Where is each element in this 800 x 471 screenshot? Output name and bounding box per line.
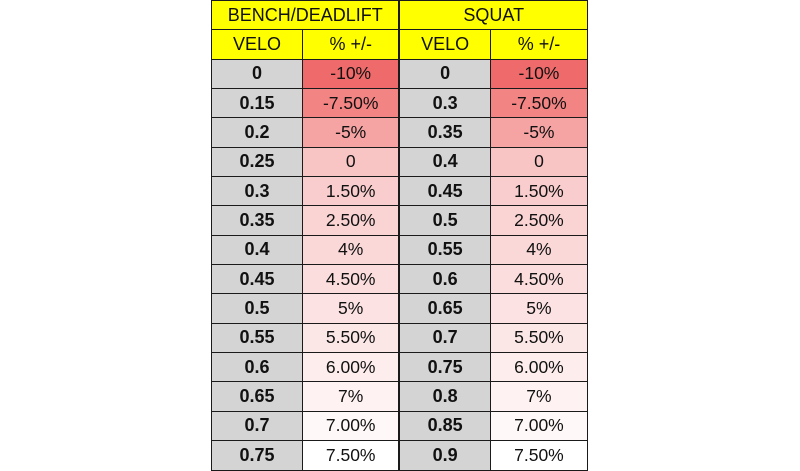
bench-velo-cell: 0 [212,59,303,88]
table-row [212,235,588,264]
squat-velo-cell: 0.85 [399,411,490,440]
squat-velo-cell: 0.45 [399,177,490,206]
bench-pct-cell: 5.50% [302,323,399,352]
group-header-squat: SQUAT [399,1,587,30]
bench-velo-cell: 0.3 [212,177,303,206]
squat-velo-cell: 0.65 [399,294,490,323]
squat-pct-cell: 4% [490,235,587,264]
bench-velo-cell: 0.25 [212,147,303,176]
squat-pct-cell: 6.00% [490,353,587,382]
column-header-squat-velo: VELO [399,30,490,59]
table-row [212,323,588,352]
squat-pct-cell: 1.50% [490,177,587,206]
column-header-row [212,30,588,59]
bench-pct-cell: 4% [302,235,399,264]
bench-pct-cell: -10% [302,59,399,88]
bench-velo-cell: 0.5 [212,294,303,323]
squat-pct-cell: 7.50% [490,441,587,470]
squat-velo-cell: 0.55 [399,235,490,264]
table-row [212,89,588,118]
squat-pct-cell: 7% [490,382,587,411]
table-row [212,265,588,294]
squat-pct-cell: 5.50% [490,323,587,352]
column-header-bench-pct: % +/- [302,30,399,59]
table-row [212,59,588,88]
squat-velo-cell: 0.75 [399,353,490,382]
squat-pct-cell: -5% [490,118,587,147]
bench-velo-cell: 0.65 [212,382,303,411]
squat-pct-cell: -7.50% [490,89,587,118]
bench-pct-cell: -7.50% [302,89,399,118]
bench-pct-cell: 4.50% [302,265,399,294]
table-row [212,441,588,470]
bench-velo-cell: 0.4 [212,235,303,264]
bench-pct-cell: 7.00% [302,411,399,440]
squat-velo-cell: 0.4 [399,147,490,176]
table-body [212,59,588,470]
bench-pct-cell: 2.50% [302,206,399,235]
table-row [212,411,588,440]
bench-pct-cell: 1.50% [302,177,399,206]
bench-pct-cell: 7% [302,382,399,411]
group-header-bench-deadlift: BENCH/DEADLIFT [212,1,400,30]
table-row [212,118,588,147]
squat-pct-cell: -10% [490,59,587,88]
bench-pct-cell: 0 [302,147,399,176]
squat-pct-cell: 4.50% [490,265,587,294]
table-row [212,382,588,411]
squat-pct-cell: 2.50% [490,206,587,235]
bench-velo-cell: 0.35 [212,206,303,235]
table-row [212,177,588,206]
table-row [212,147,588,176]
velocity-percent-table [211,0,588,471]
bench-velo-cell: 0.75 [212,441,303,470]
bench-pct-cell: 6.00% [302,353,399,382]
table-row [212,353,588,382]
bench-velo-cell: 0.7 [212,411,303,440]
bench-velo-cell: 0.15 [212,89,303,118]
bench-pct-cell: 5% [302,294,399,323]
bench-velo-cell: 0.55 [212,323,303,352]
group-header-row [212,1,588,30]
squat-velo-cell: 0.8 [399,382,490,411]
velocity-table-container [211,0,588,471]
squat-velo-cell: 0 [399,59,490,88]
bench-pct-cell: -5% [302,118,399,147]
bench-velo-cell: 0.6 [212,353,303,382]
squat-pct-cell: 0 [490,147,587,176]
column-header-squat-pct: % +/- [490,30,587,59]
bench-velo-cell: 0.2 [212,118,303,147]
squat-pct-cell: 7.00% [490,411,587,440]
column-header-bench-velo: VELO [212,30,303,59]
squat-velo-cell: 0.35 [399,118,490,147]
squat-velo-cell: 0.7 [399,323,490,352]
squat-pct-cell: 5% [490,294,587,323]
table-row [212,206,588,235]
squat-velo-cell: 0.9 [399,441,490,470]
table-row [212,294,588,323]
bench-velo-cell: 0.45 [212,265,303,294]
squat-velo-cell: 0.5 [399,206,490,235]
squat-velo-cell: 0.6 [399,265,490,294]
bench-pct-cell: 7.50% [302,441,399,470]
squat-velo-cell: 0.3 [399,89,490,118]
